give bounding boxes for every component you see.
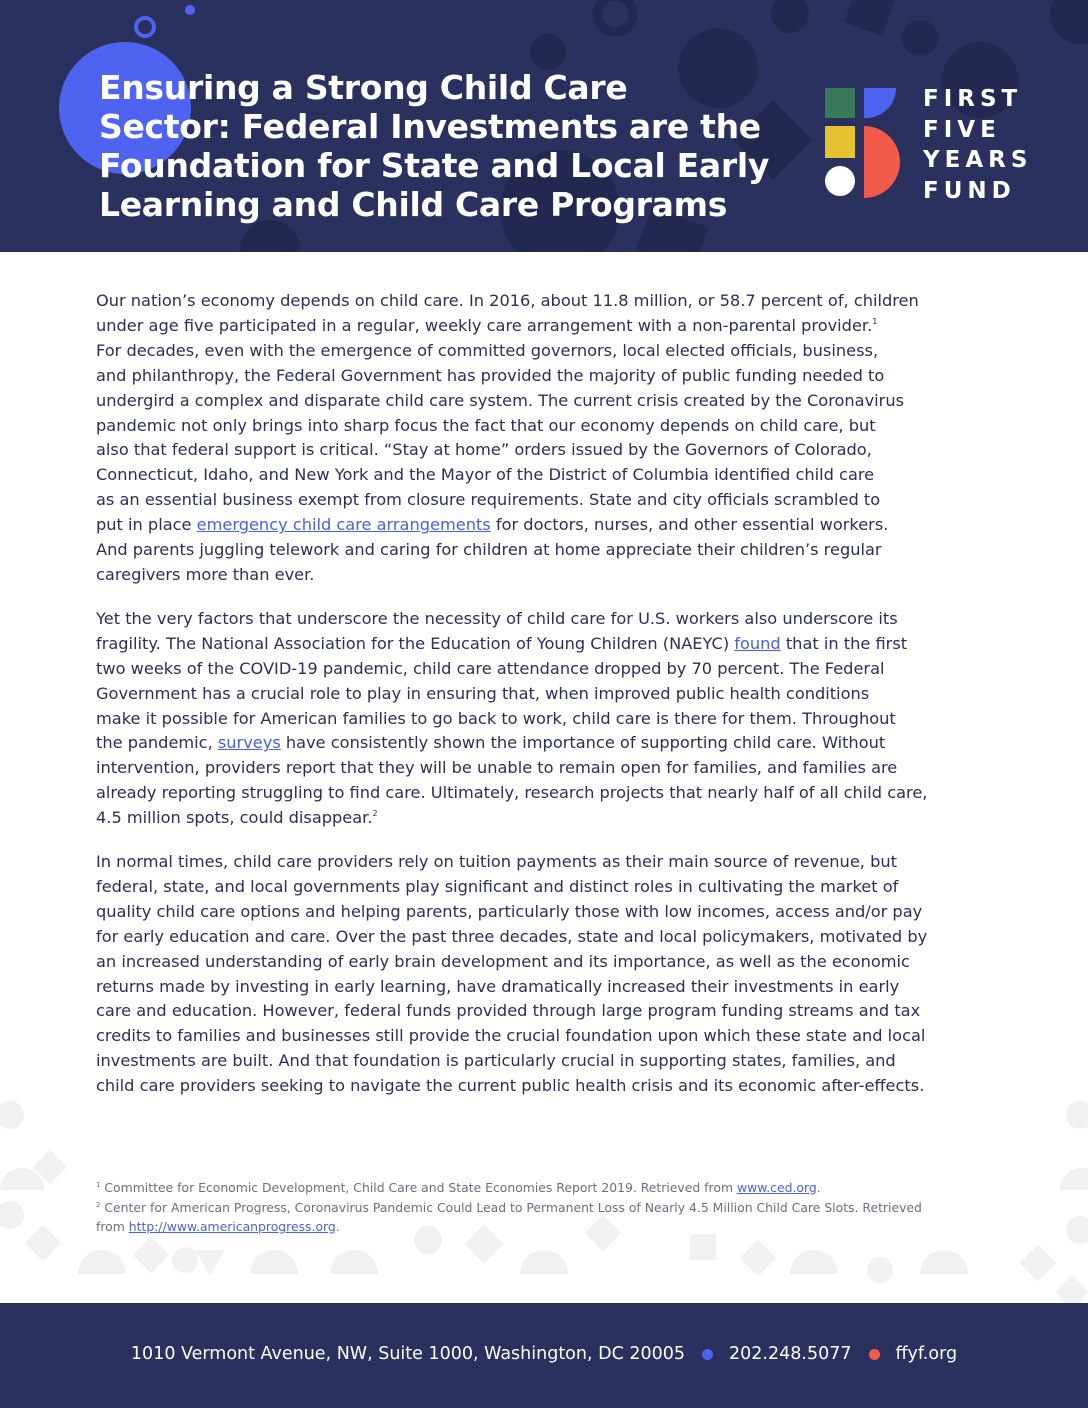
paragraph-1 [96,289,996,588]
text-span: for doctors, nurses, and other essential workers. [490,515,889,535]
text-line [96,806,996,831]
text-span: 4.5 million spots, could disappear. [96,808,373,828]
text-line: already reporting struggling to find care. Ultimately, research projects that nearly half of all child care, [96,783,928,803]
text-line [96,1217,996,1237]
text-line [96,314,996,339]
text-line: and philanthropy, the Federal Government has provided the majority of public funding needed to [96,365,885,385]
text-line: caregivers more than ever. [96,564,315,584]
text-span: . [816,1180,821,1195]
footnote-1 [96,1178,996,1198]
text-line: intervention, providers report that they will be unable to remain open for families, and families are [96,758,898,778]
text-line: also that federal support is critical. “Stay at home” orders issued by the Governors of Colorado, [96,440,872,460]
text-line: undergird a complex and disparate child care system. The current crisis created by the Coronavirus [96,390,905,410]
footer-contact [0,1344,1088,1364]
text-line [96,632,996,657]
text-span: from [96,1219,129,1234]
coral-dot-icon [869,1349,880,1360]
text-span: put in place [96,515,197,535]
emergency-child-care-link[interactable]: emergency child care arrangements [196,515,491,535]
text-line: as an essential business exempt from closure requirements. State and city officials scrambled to [96,490,881,510]
paragraph-3 [96,850,996,1099]
text-span: the pandemic, [96,733,218,753]
surveys-link[interactable]: surveys [217,733,281,753]
text-span: have consistently shown the importance of supporting child care. Without [280,733,886,753]
text-line: for early education and care. Over the past three decades, state and local policymakers, motivated by [96,926,928,946]
logo-mark-icon [824,86,904,200]
text-line: an increased understanding of early brain development and its importance, as well as the economic [96,951,910,971]
text-line: Connecticut, Idaho, and New York and the Mayor of the District of Columbia identified child care [96,465,875,485]
text-line: Government has a crucial role to play in ensuring that, when improved public health conditions [96,683,870,703]
text-span: under age five participated in a regular, weekly care arrangement with a non-parental provider. [96,315,873,335]
text-span: that in the first [780,633,908,653]
footer-address: 1010 Vermont Avenue, NW, Suite 1000, Washington, DC 20005 [130,1344,686,1364]
text-span: Center for American Progress, Coronavirus Pandemic Could Lead to Permanent Loss of Nearly 4.5 Million Child Care Slots. Retrieved [100,1199,922,1215]
page-title [99,68,779,224]
text-line [96,731,996,756]
text-line [96,1198,996,1218]
footnote-number: 2 [96,1200,101,1209]
naeyc-found-link[interactable]: found [734,633,781,653]
blue-dot-icon [702,1349,713,1360]
footnote-ref-2[interactable]: 2 [372,809,378,819]
logo-word: FIRST [923,86,1023,112]
text-line [96,513,996,538]
text-span: Committee for Economic Development, Child Care and State Economies Report 2019. Retrieved from [100,1180,737,1195]
text-line: credits to families and businesses still provide the crucial foundation upon which these state and local [96,1026,926,1046]
first-five-years-fund-logo [824,86,1034,204]
footer-website[interactable]: ffyf.org [895,1344,958,1364]
text-line: For decades, even with the emergence of committed governors, local elected officials, business, [96,340,879,360]
text-line: In normal times, child care providers rely on tuition payments as their main source of revenue, but [96,852,897,872]
logo-word: FUND [923,177,1016,204]
text-line: two weeks of the COVID-19 pandemic, child care attendance dropped by 70 percent. The Federal [96,658,885,678]
footer-phone[interactable]: 202.248.5077 [729,1344,852,1364]
title-line: Foundation for State and Local Early [99,146,770,185]
title-line: Sector: Federal Investments are the [99,107,761,146]
text-line: make it possible for American families to go back to work, child care is there for them. Throughout [96,708,896,728]
footnotes [96,1178,996,1237]
text-line: child care providers seeking to navigate the current public health crisis and its economic after-effects. [96,1076,925,1096]
title-line: Learning and Child Care Programs [99,185,728,224]
header-banner [0,0,1088,252]
text-line [96,1178,996,1198]
ced-link[interactable]: www.ced.org [736,1180,817,1195]
footnote-ref-1[interactable]: 1 [872,316,878,326]
text-line: returns made by investing in early learning, have dramatically increased their investments in early [96,976,900,996]
logo-word: YEARS [923,147,1033,173]
footnote-number: 1 [96,1181,101,1189]
paragraph-2 [96,607,996,831]
text-line: Our nation’s economy depends on child care. In 2016, about 11.8 million, or 58.7 percent of, children [96,291,919,310]
main-body [96,289,996,1118]
footnote-2 [96,1198,996,1237]
title-line: Ensuring a Strong Child Care [99,68,628,107]
text-line: Yet the very factors that underscore the necessity of child care for U.S. workers also underscore its [96,608,898,628]
text-span: . [335,1219,340,1234]
text-line: pandemic not only brings into sharp focus the fact that our economy depends on child care, but [96,415,876,435]
logo-word: FIVE [923,116,1001,143]
american-progress-link[interactable]: http://www.americanprogress.org [128,1219,336,1234]
text-line: quality child care options and helping parents, particularly those with low incomes, access and/or pay [96,901,923,921]
text-span: fragility. The National Association for the Education of Young Children (NAEYC) [96,633,735,653]
logo-wordmark [923,84,1032,206]
text-line: federal, state, and local governments play significant and distinct roles in cultivating the market of [96,876,899,896]
footer-banner [0,1303,1088,1408]
text-line: And parents juggling telework and caring for children at home appreciate their children’s regular [96,540,882,560]
text-line: care and education. However, federal funds provided through large program funding streams and tax [96,1001,921,1021]
text-line: investments are built. And that foundation is particularly crucial in supporting states, families, and [96,1051,896,1071]
